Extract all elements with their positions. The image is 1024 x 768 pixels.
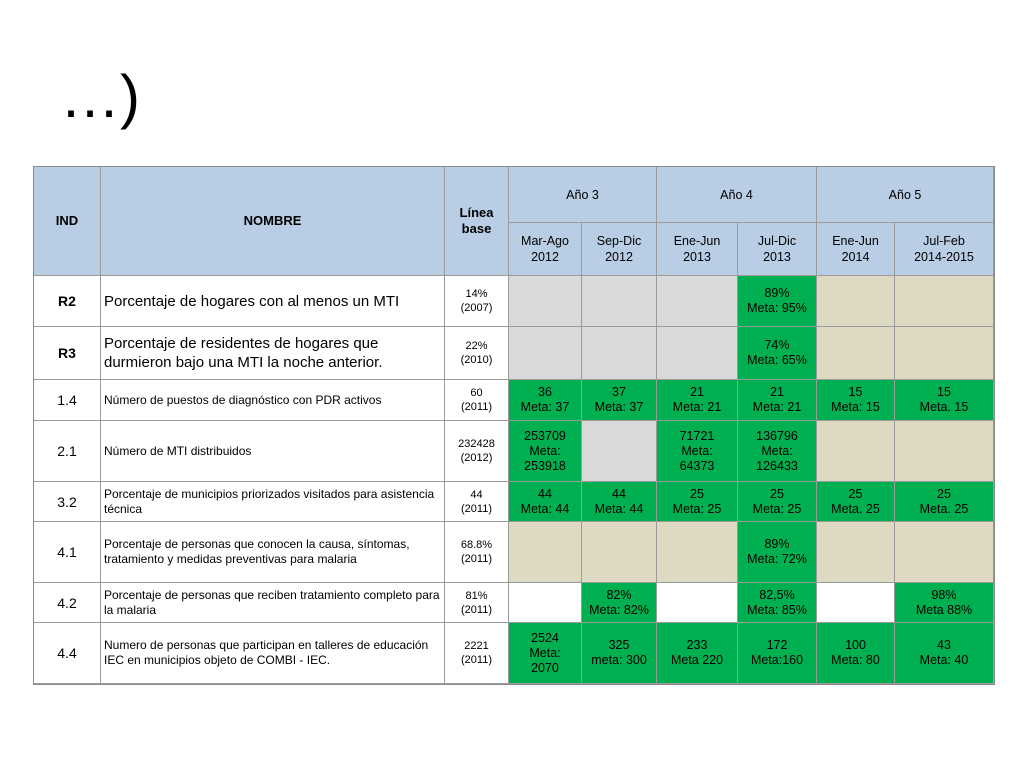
row-name: Numero de personas que participan en talleres de educación IEC en municipios objeto de COMBI - IEC. bbox=[101, 623, 445, 684]
row-value-cell bbox=[582, 522, 657, 583]
row-value-cell: 136796 Meta: 126433 bbox=[738, 421, 817, 482]
row-baseline: 44 (2011) bbox=[445, 482, 509, 522]
row-value-cell: 172 Meta:160 bbox=[738, 623, 817, 684]
row-value-cell bbox=[817, 522, 895, 583]
header-year-5: Año 5 bbox=[817, 167, 994, 223]
row-ind: 4.4 bbox=[34, 623, 101, 684]
row-value-cell bbox=[817, 276, 895, 327]
row-value-cell: 2524 Meta: 2070 bbox=[509, 623, 582, 684]
row-value-cell: 21 Meta: 21 bbox=[738, 380, 817, 421]
header-ind: IND bbox=[34, 167, 101, 276]
row-value-cell: 36 Meta: 37 bbox=[509, 380, 582, 421]
row-value-cell: 43 Meta: 40 bbox=[895, 623, 994, 684]
row-value-cell bbox=[657, 276, 738, 327]
row-value-cell bbox=[895, 276, 994, 327]
row-name: Número de puestos de diagnóstico con PDR activos bbox=[101, 380, 445, 421]
row-value-cell: 44 Meta: 44 bbox=[509, 482, 582, 522]
row-value-cell: 25 Meta: 25 bbox=[657, 482, 738, 522]
row-value-cell bbox=[895, 327, 994, 380]
row-baseline: 232428 (2012) bbox=[445, 421, 509, 482]
row-baseline: 81% (2011) bbox=[445, 583, 509, 623]
row-value-cell: 15 Meta: 15 bbox=[817, 380, 895, 421]
row-value-cell: 89% Meta: 95% bbox=[738, 276, 817, 327]
row-value-cell: 25 Meta. 25 bbox=[817, 482, 895, 522]
row-value-cell bbox=[509, 276, 582, 327]
row-baseline: 14% (2007) bbox=[445, 276, 509, 327]
header-year-3: Año 3 bbox=[509, 167, 657, 223]
row-ind: 3.2 bbox=[34, 482, 101, 522]
row-ind: R3 bbox=[34, 327, 101, 380]
row-ind: 4.1 bbox=[34, 522, 101, 583]
row-value-cell bbox=[582, 327, 657, 380]
row-ind: 2.1 bbox=[34, 421, 101, 482]
indicator-table bbox=[33, 166, 995, 685]
row-value-cell bbox=[895, 522, 994, 583]
row-name: Porcentaje de hogares con al menos un MTI bbox=[101, 276, 445, 327]
row-name: Porcentaje de residentes de hogares que durmieron bajo una MTI la noche anterior. bbox=[101, 327, 445, 380]
row-value-cell: 21 Meta: 21 bbox=[657, 380, 738, 421]
row-value-cell: 253709 Meta: 253918 bbox=[509, 421, 582, 482]
row-ind: 4.2 bbox=[34, 583, 101, 623]
row-name: Porcentaje de municipios priorizados visitados para asistencia técnica bbox=[101, 482, 445, 522]
row-value-cell bbox=[895, 421, 994, 482]
period-header: Jul-Dic 2013 bbox=[738, 223, 817, 276]
row-value-cell: 44 Meta: 44 bbox=[582, 482, 657, 522]
row-value-cell: 100 Meta: 80 bbox=[817, 623, 895, 684]
row-value-cell bbox=[509, 583, 582, 623]
row-value-cell: 82,5% Meta: 85% bbox=[738, 583, 817, 623]
period-header: Sep-Dic 2012 bbox=[582, 223, 657, 276]
row-value-cell: 25 Meta. 25 bbox=[895, 482, 994, 522]
row-value-cell: 98% Meta 88% bbox=[895, 583, 994, 623]
row-value-cell: 37 Meta: 37 bbox=[582, 380, 657, 421]
row-value-cell bbox=[657, 522, 738, 583]
row-value-cell bbox=[509, 327, 582, 380]
row-value-cell bbox=[509, 522, 582, 583]
row-ind: 1.4 bbox=[34, 380, 101, 421]
row-name: Número de MTI distribuidos bbox=[101, 421, 445, 482]
row-value-cell: 25 Meta: 25 bbox=[738, 482, 817, 522]
slide-title: …) bbox=[60, 63, 140, 130]
row-value-cell bbox=[817, 583, 895, 623]
row-value-cell bbox=[657, 327, 738, 380]
row-ind: R2 bbox=[34, 276, 101, 327]
row-name: Porcentaje de personas que conocen la causa, síntomas, tratamiento y medidas preventivas para malaria bbox=[101, 522, 445, 583]
header-year-4: Año 4 bbox=[657, 167, 817, 223]
row-value-cell bbox=[582, 421, 657, 482]
row-value-cell bbox=[657, 583, 738, 623]
row-value-cell: 71721 Meta: 64373 bbox=[657, 421, 738, 482]
period-header: Mar-Ago 2012 bbox=[509, 223, 582, 276]
row-value-cell bbox=[582, 276, 657, 327]
period-header: Ene-Jun 2014 bbox=[817, 223, 895, 276]
row-value-cell: 89% Meta: 72% bbox=[738, 522, 817, 583]
row-value-cell: 325 meta: 300 bbox=[582, 623, 657, 684]
row-value-cell bbox=[817, 327, 895, 380]
row-baseline: 68.8% (2011) bbox=[445, 522, 509, 583]
row-baseline: 60 (2011) bbox=[445, 380, 509, 421]
row-baseline: 22% (2010) bbox=[445, 327, 509, 380]
header-linea-base: Línea base bbox=[445, 167, 509, 276]
row-value-cell: 233 Meta 220 bbox=[657, 623, 738, 684]
row-baseline: 2221 (2011) bbox=[445, 623, 509, 684]
row-name: Porcentaje de personas que reciben tratamiento completo para la malaria bbox=[101, 583, 445, 623]
row-value-cell: 15 Meta. 15 bbox=[895, 380, 994, 421]
header-nombre: NOMBRE bbox=[101, 167, 445, 276]
row-value-cell: 74% Meta: 65% bbox=[738, 327, 817, 380]
period-header: Jul-Feb 2014-2015 bbox=[895, 223, 994, 276]
row-value-cell bbox=[817, 421, 895, 482]
period-header: Ene-Jun 2013 bbox=[657, 223, 738, 276]
row-value-cell: 82% Meta: 82% bbox=[582, 583, 657, 623]
